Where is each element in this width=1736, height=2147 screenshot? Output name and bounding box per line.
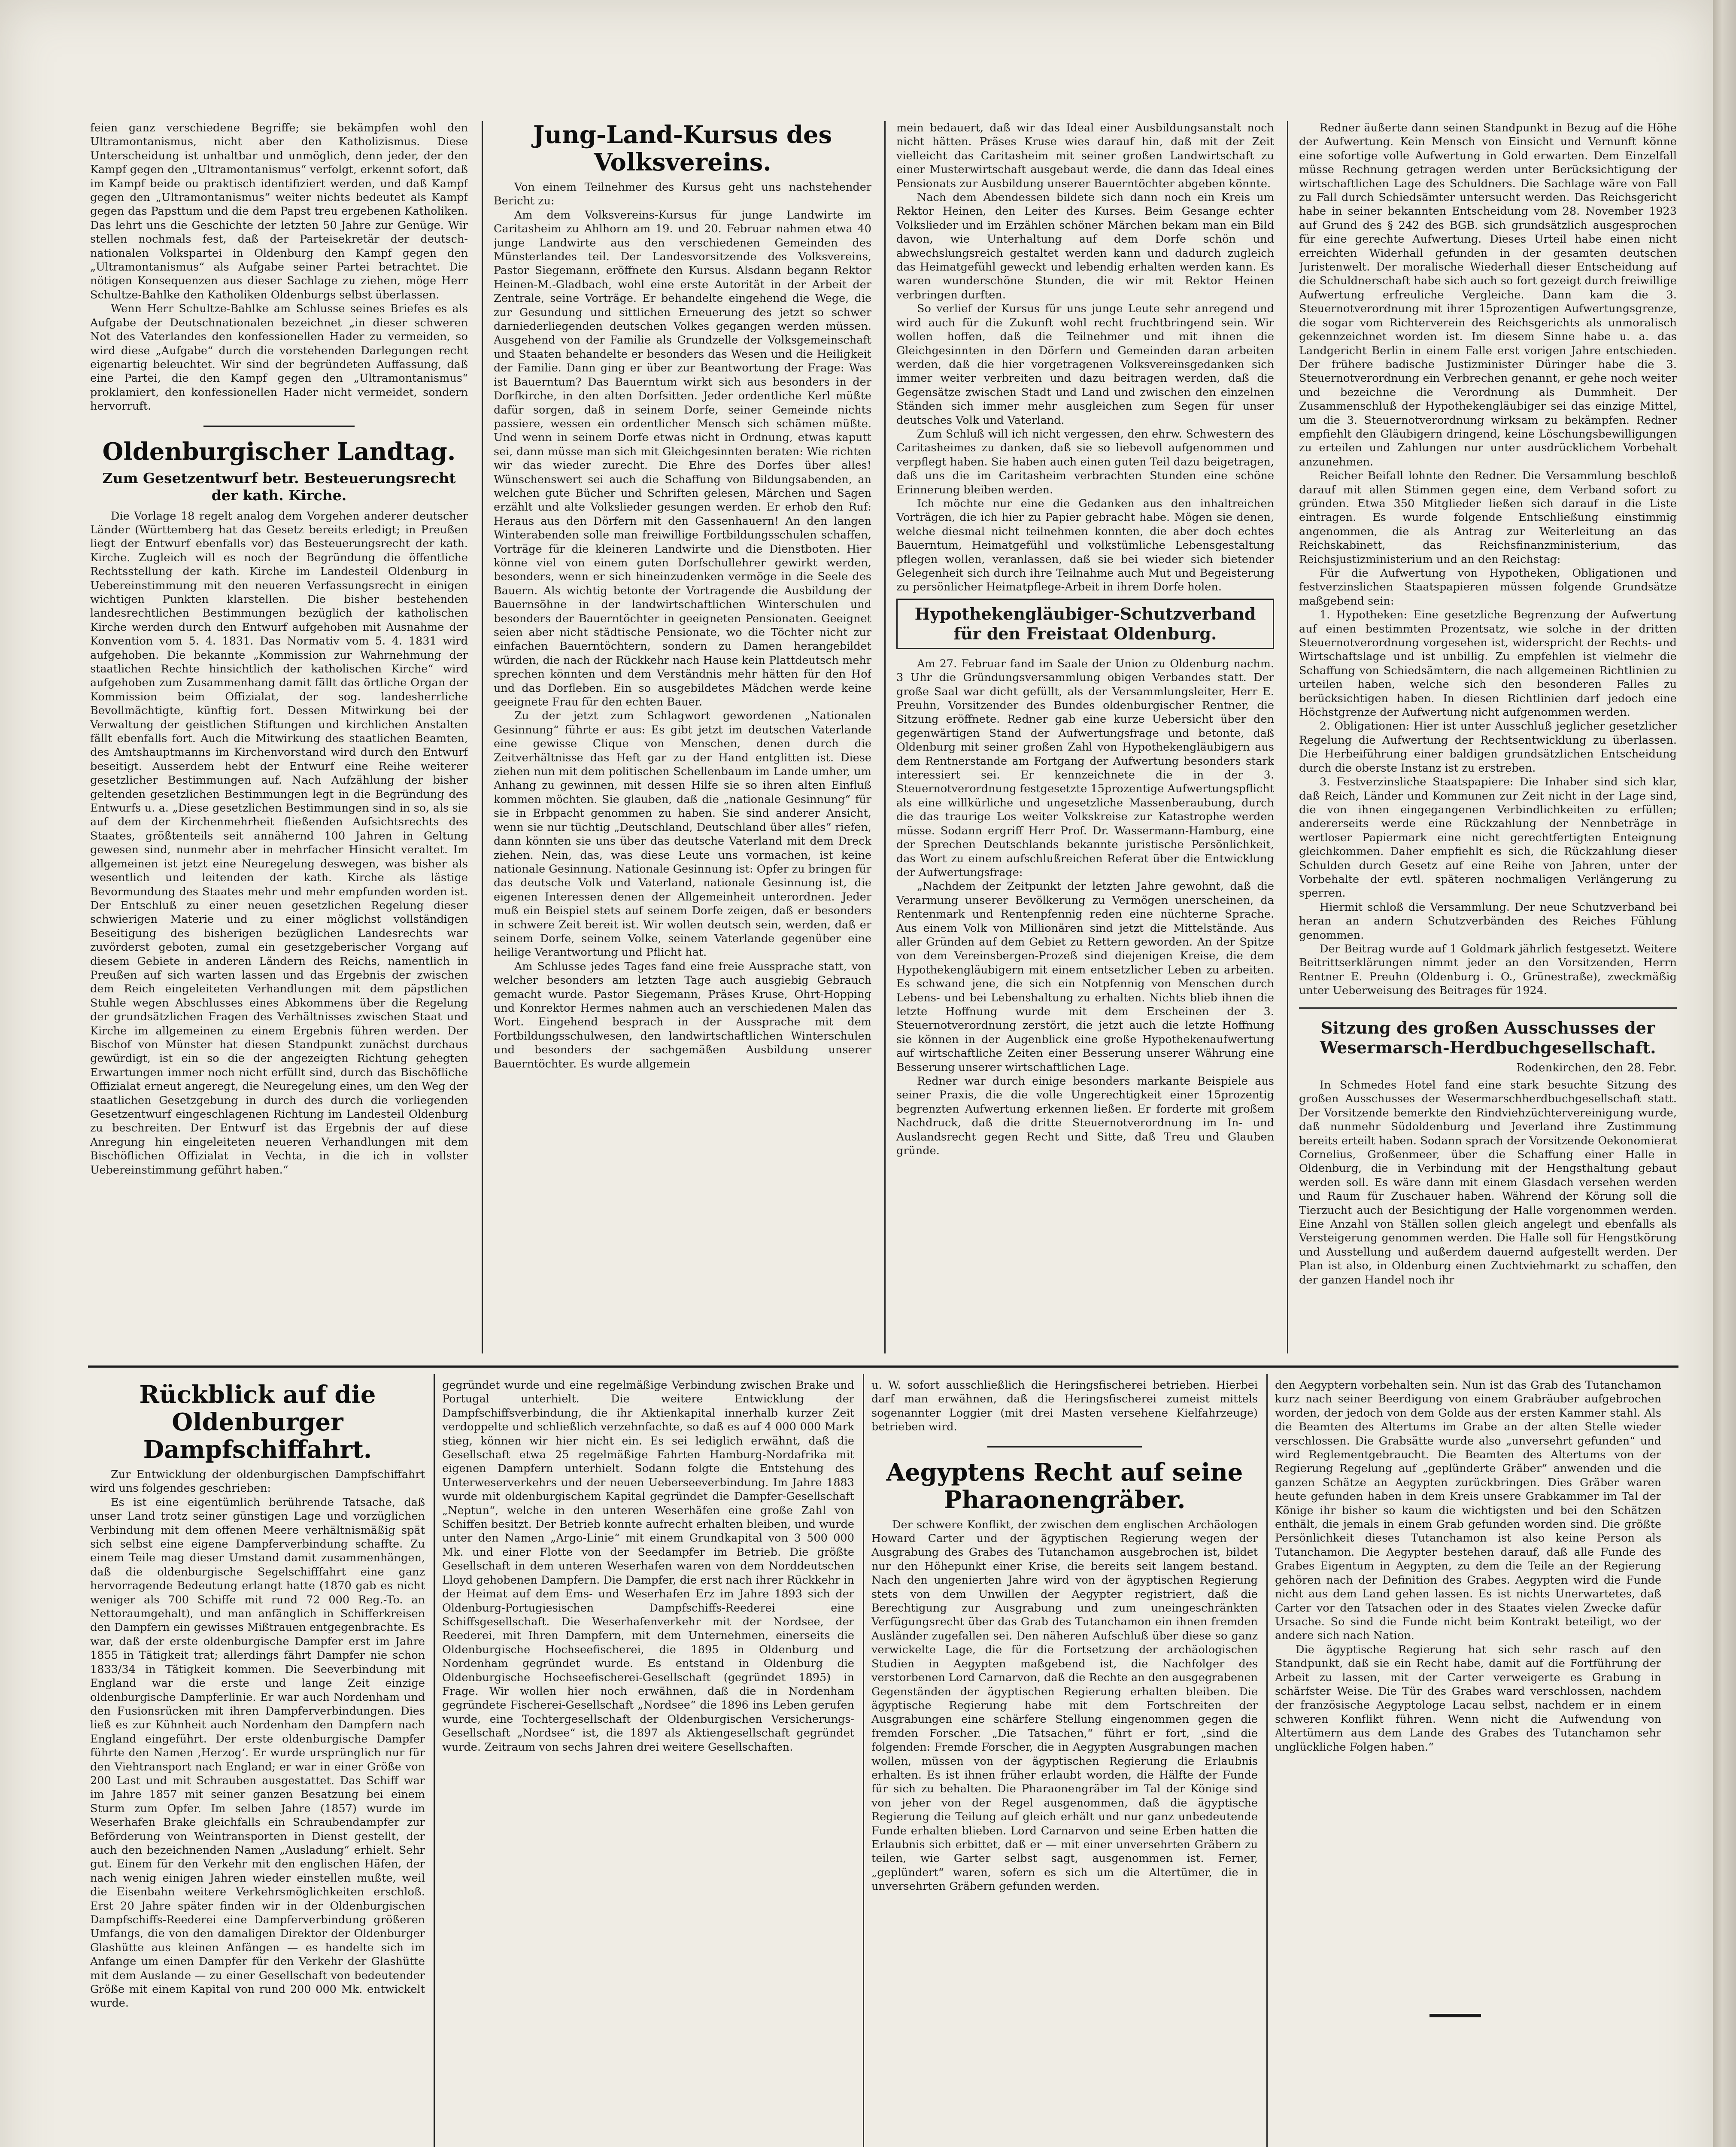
page-edge bbox=[1713, 0, 1736, 2147]
headline-box bbox=[896, 599, 1274, 649]
divider bbox=[987, 1446, 1142, 1448]
column-4 bbox=[1299, 121, 1677, 1358]
article-paragraph: 3. Festverzinsliche Staatspapiere: Die Inhaber sind sich klar, daß Reich, Länder und Kommunen zur Zeit nicht in der Lage sind, die von ihnen eingegangenen Verbindlichkeiten zu erfüllen; andererseits werde eine Rückzahlung der Nennbeträge in wertloser Papiermark eine nicht gerechtfertigten Enteignung gleichkommen. Daher empfiehlt es sich, die Rückzahlung dieser Schulden durch Gesetz auf eine Reihe von Jahren, unter der Vorbehalte der evtl. späteren nochmaligen Verlängerung zu sperren. bbox=[1299, 775, 1677, 900]
article-paragraph: u. W. sofort ausschließlich die Heringsfischerei betrieben. Hierbei darf man erwähnen, daß die Heringsfischerei zumeist mittels sogenannter Loggier (mit drei Masten versehene Kielfahrzeuge) betrieben wird. bbox=[871, 1379, 1258, 1434]
column-rule bbox=[482, 121, 483, 1353]
column-rule bbox=[1287, 121, 1288, 1353]
divider bbox=[203, 426, 355, 427]
article-paragraph: Von einem Teilnehmer des Kursus geht uns nachstehender Bericht zu: bbox=[494, 181, 871, 208]
headline-landtag: Oldenburgischer Landtag. bbox=[102, 437, 456, 466]
article-paragraph: Der schwere Konflikt, der zwischen dem englischen Archäologen Howard Carter und der ägyptischen Regierung wegen der Ausgrabung des Grabes des Tutanchamon ausgebrochen ist, bildet nur den Höhepunkt einer Krise, die bereits seit langem bestand. Nach den ungenierten Jahre wird von der ägyptischen Regierung stets von dem Unwillen der Aegypter registriert, daß die Berechtigung zur Ausgrabung und zum uneingeschränkten Verfügungsrecht über das Grab des Tutanchamon ein ihnen fremden Ausländer zugefallen sei. Den näheren Aufschluß über diese so ganz verwickelte Lage, die für die Fortsetzung der archäologischen Studien in Aegypten maßgebend ist, die Nachfolger des verstorbenen Lord Carnarvon, daß die Rechte an den ausgegrabenen Gegenständen der ägyptischen Regierung erhalten bleiben. Die ägyptische Regierung habe mit dem Fortschreiten der Ausgrabungen eine schärfere Stellung eingenommen gegen die fremden Forscher. „Die Tatsachen,“ führt er fort, „sind die folgenden: Fremde Forscher, die in Aegypten Ausgrabungen machen wollen, müssen von der ägyptischen Regierung die Erlaubnis erhalten. Es ist ihnen früher erlaubt worden, die Hälfte der Funde für sich zu behalten. Die Pharaonengräber im Tal der Könige sind von jeher von der Regel ausgenommen, daß die ägyptische Regierung die Teilung auf gleich erhält und nur ganz unbedeutende Funde erhalten blieben. Lord Carnarvon und seine Erben hatten die Erlaubnis sich erbittet, daß er — mit einer unversehrten Gräbern zu teilen, wie Garter selbst sagt, ausgenommen ist. Ferner, „geplündert“ waren, sofern es sich um die Altertümer, die in unversehrten Gräbern gefunden werden. bbox=[871, 1518, 1258, 1893]
column-rule bbox=[863, 1374, 864, 2147]
bottom-column-3 bbox=[871, 1378, 1258, 2147]
article-paragraph: Reicher Beifall lohnte den Redner. Die Versammlung beschloß darauf mit allen Stimmen gegen eine, dem Verband sofort zu gründen. Etwa 350 Mitglieder ließen sich darauf in die Liste eintragen. Es wurde folgende Entschließung einstimmig angenommen, die als Antrag zur Weiterleitung an das Reichskabinett, das Reichsfinanzministerium, das Reichsjustizministerium und an den Reichstag: bbox=[1299, 469, 1677, 566]
dateline: Rodenkirchen, den 28. Febr. bbox=[1516, 1061, 1677, 1074]
end-mark bbox=[1429, 2014, 1481, 2017]
article-paragraph: Am dem Volksvereins-Kursus für junge Landwirte im Caritasheim zu Ahlhorn am 19. und 20. Februar nahmen etwa 40 junge Landwirte aus den verschiedenen Gemeinden des Münsterlandes teil. Der Landesvorsitzende des Volksvereins, Pastor Siegemann, eröffnete den Kursus. Alsdann begann Rektor Heinen-M.-Gladbach, wohl eine erste Autorität in der Arbeit der Zentrale, seine Vorträge. Er behandelte eingehend die Wege, die zur Gesundung und sittlichen Erneuerung des jetzt so schwer darniederliegenden deutschen Volkes gegangen werden müssen. Ausgehend von der Familie als Grundzelle der Volksgemeinschaft und Staaten behandelte er besonders das Wesen und die Heiligkeit der Familie. Dann ging er über zur Beantwortung der Frage: Was ist Bauerntum? Das Bauerntum wirkt sich aus besonders in der Dorfkirche, in den alten Dorfsitten. Jeder ordentliche Kerl müßte dafür sorgen, daß in seinem Dorfe, seiner Gemeinde nichts passiere, wessen ein ordentlicher Mensch sich schämen müßte. Und wenn in seinem Dorfe etwas nicht in Ordnung, etwas kaputt sei, dann müsse man sich mit Gleichgesinnten beraten: Wie richten wir das wieder zurecht. Die Ehre des Dorfes über alles! Wünschenswert sei auch die Schaffung von Bildungsabenden, an welchen gute Bücher und Schriften gelesen, Märchen und Sagen erzählt und alte Volkslieder gesungen werden. Er erhob den Ruf: Heraus aus den Dörfern mit den Gassenhauern! An den langen Winterabenden solle man freiwillige Fortbildungsschulen schaffen, Vorträge für die kleineren Landwirte und die Dienstboten. Hier könne viel von einem guten Dorfschullehrer gewirkt werden, besonders, wenn er sich hineinzudenken vermöge in die Seele des Bauern. Als wichtig betonte der Vortragende die Ausbildung der Bauernsöhne in der landwirtschaftlichen Winterschulen und besonders der Bauerntöchter in geeigneten Pensionaten. Geeignet seien aber nicht städtische Pensionate, wo die Töchter nicht zur einfachen Bauerntöchtern, sondern zu Damen herangebildet würden, die nach der Rückkehr nach Hause kein Plattdeutsch mehr sprechen könnten und dem Verständnis mehr hätten für den Hof und das Dorfleben. Ein so ausgebildetes Mädchen werde keine geeignete Frau für den echten Bauer. bbox=[494, 208, 871, 709]
article-paragraph: Redner äußerte dann seinen Standpunkt in Bezug auf die Höhe der Aufwertung. Kein Mensch von Einsicht und Vernunft könne eine sofortige volle Aufwertung in Gold erwarten. Dem Einzelfall müsse Rechnung getragen werden unter Berücksichtigung der wirtschaftlichen Lage des Schuldners. Die Sachlage wäre von Fall zu Fall durch Schiedsämter untersucht werden. Das Reichsgericht habe in seiner bekannten Entscheidung vom 28. November 1923 auf Grund des § 242 des BGB. sich grundsätzlich ausgesprochen für eine gerechte Aufwertung. Dieses Urteil habe einen nicht erreichten Widerhall gefunden in der gesamten deutschen Juristenwelt. Der moralische Wiederhall dieser Entscheidung auf die Schuldnerschaft habe sich auch so fort gezeigt durch freiwillige Aufwertung erfreuliche Vergleiche. Dann kam die 3. Steuernotverordnung mit ihrer 15prozentigen Aufwertungsgrenze, die sogar vom Richterverein des Reichsgerichts als unmoralisch gekennzeichnet worden ist. Im diesem Sinne habe u. a. das Landgericht Berlin in einem Falle erst vorigen Jahre entschieden. Der frühere badische Justizminister Düringer habe die 3. Steuernotverordnung ein Verbrechen genannt, er gehe noch weiter und bezeichne die Verordnung als Dummheit. Der Zusammenschluß der Hypothekengläubiger sei das einzige Mittel, um die 3. Steuernotverordnung wirksam zu bekämpfen. Redner empfiehlt den Gläubigern dringend, keine Löschungsbewilligungen zu erteilen und Zahlungen nur unter ausdrücklichem Vorbehalt anzunehmen. bbox=[1299, 122, 1677, 468]
article-paragraph: Zu der jetzt zum Schlagwort gewordenen „Nationalen Gesinnung“ führte er aus: Es gibt jetzt im deutschen Vaterlande eine gewisse Clique von Menschen, denen durch die Zeitverhältnisse das Heft gar zu der Hand entglitten ist. Diese ziehen nun mit dem politischen Schellenbaum im Lande umher, um Anhang zu gewinnen, mit dessen Hilfe sie so ihren alten Einfluß kommen möchten. Sie glauben, daß die „nationale Gesinnung“ für sie in Erbpacht genommen zu haben. Sie sind anderer Ansicht, wenn sie nur tüchtig „Deutschland, Deutschland über alles“ riefen, dann könnten sie uns über das deutsche Vaterland mit dem Dreck ziehen. Nein, das, was diese Leute uns vormachen, ist keine nationale Gesinnung. Nationale Gesinnung ist: Opfer zu bringen für das deutsche Volk und Vaterland, nationale Gesinnung ist, die eigenen Interessen denen der Allgemeinheit unterordnen. Jeder muß ein Beispiel stets auf seinem Dorfe zeigen, daß er besonders in schwere Zeit bereit ist. Wir wollen deutsch sein, werden, daß er seinem Dorfe, seinem Volke, seinem Vaterlande gegenüber eine heilige Verantwortung und Pflicht hat. bbox=[494, 709, 871, 959]
column-3 bbox=[896, 121, 1274, 1358]
column-1 bbox=[90, 121, 468, 1358]
article-paragraph: Redner war durch einige besonders markante Beispiele aus seiner Praxis, die die volle Ungerechtigkeit einer 15prozentig begrenzten Aufwertung erkennen ließen. Er forderte mit großem Nachdruck, daß die dritte Steuernotverordnung im In- und Auslandsrecht gegen Recht und Sitte, daß Treu und Glauben gründe. bbox=[896, 1075, 1274, 1158]
article-paragraph: gegründet wurde und eine regelmäßige Verbindung zwischen Brake und Portugal unterhielt. Die weitere Entwicklung der Dampfschiffsverbindung, die ihr Aktienkapital innerhalb kurzer Zeit verdoppelte und schließlich verzehnfachte, so daß es auf 4 000 000 Mark stieg, können wir hier nicht ein. Es sei lediglich erwähnt, daß die Gesellschaft etwa 25 regelmäßige Fahrten Hamburg-Nordafrika mit eigenen Dampfern unterhielt. Sodann folgte die Entstehung des Unterweserverkehrs und der neuen Ueberseeverbindung. Im Jahre 1883 wurde mit oldenburgischem Kapital gegründet die Dampfer-Gesellschaft „Neptun“, welche in den unteren Weserhäfen eine große Zahl von Schiffen besitzt. Der Betrieb konnte aufrecht erhalten bleiben, und wurde unter den Namen „Argo-Linie“ mit einem Grundkapital von 3 500 000 Mk. und einer Flotte von der Seedampfer im Betrieb. Die größte Gesellschaft in dem unteren Weserhafen waren von dem Norddeutschen Lloyd gehobenen Dampfern. Die Dampfer, die erst nach ihrer Rückkehr in der Heimat auf dem Ems- und Weserhafen Erz im Jahre 1893 sich der Oldenburg-Portugiesischen Dampfschiffs-Reederei eine Schiffsgesellschaft. Die Weserhafenverkehr mit der Nordsee, der Reederei, mit Ihren Dampfern, mit dem Unternehmen, einerseits die Oldenburgische Hochseefischerei, die 1895 in Oldenburg und Nordenham gegründet wurde. Es entstand in Oldenburg die Oldenburgische Hochseefischerei-Gesellschaft (gegründet 1895) in Frage. Wir wollen hier noch erwähnen, daß die in Nordenham gegründete Fischerei-Gesellschaft „Nordsee“ die 1896 ins Leben gerufen wurde, eine Tochtergesellschaft der Oldenburgischen Versicherungs-Gesellschaft „Nordsee“ ist, die 1897 als Aktiengesellschaft gegründet wurde. Zeitraum von sechs Jahren drei weitere Gesellschaften. bbox=[442, 1379, 854, 1754]
article-paragraph: Hiermit schloß die Versammlung. Der neue Schutzverband bei heran an andern Schutzverbänden des Reiches Fühlung genommen. bbox=[1299, 900, 1677, 942]
column-rule bbox=[1266, 1374, 1268, 2147]
article-paragraph: „Nachdem der Zeitpunkt der letzten Jahre gewohnt, daß die Verarmung unserer Bevölkerung zu Vermögen unerscheinen, da Rentenmark und Rentenpfennig reden eine nüchterne Sprache. Aus einem Volk von Millionären sind jetzt die Mittelstände. Aus aller Gründen auf dem Gebiet zu Rettern geworden. An der Spitze von dem Vereinsbergen-Prozeß sind diejenigen Kreise, die dem Hypothekengläubigern mit einem entsetzlicher Leben zu arbeiten. Es schwand jene, die sich ein Notpfennig von Menschen durch Lebens- und bei Lebenshaltung zu erhalten. Nichts blieb ihnen die letzte Hoffnung wurde mit dem Erscheinen der 3. Steuernotverordnung zerstört, die jetzt auch die letzte Hoffnung sie können in der Augenblick eine große Hypothekenaufwertung auf wirtschaftliche Zeiten einer Besserung unserer Währung eine Besserung unserer wirtschaftlichen Lage. bbox=[896, 880, 1274, 1074]
article-paragraph: mein bedauert, daß wir das Ideal einer Ausbildungsanstalt noch nicht hätten. Präses Kruse wies darauf hin, daß mit der Zeit vielleicht das Caritasheim mit seiner großen Landwirtschaft zu einer Musterwirtschaft ausgebaut werde, die dann das Ideal eines Pensionats zur Ausbildung unserer Bauerntöchter abgeben könnte. bbox=[896, 122, 1274, 190]
article-paragraph: Zum Schluß will ich nicht vergessen, den ehrw. Schwestern des Caritasheimes zu danken, daß sie so liebevoll aufgenommen und verpflegt haben. Sie haben auch einen guten Teil dazu beigetragen, daß uns die im Caritasheim verbrachten Stunden eine schöne Erinnerung bleiben werden. bbox=[896, 427, 1274, 496]
article-continuation-paragraph: feien ganz verschiedene Begriffe; sie bekämpfen wohl den Ultramontanismus, nicht aber den Katholizismus. Diese Unterscheidung ist unhaltbar und unmöglich, denn jeder, der den Kampf gegen den „Ultramontanismus“ verfolgt, erkennt sofort, daß im Kampf beide ou praktisch identifiziert werden, und daß Kampf gegen den „Ultramontanismus“ weiter nichts bedeutet als Kampf gegen das Papsttum und die dem Papst treu ergebenen Katholiken. Das lehrt uns die Geschichte der letzten 50 Jahre zur Genüge. Wir stellen nochmals fest, daß der Parteisekretär der deutsch-nationalen Volkspartei in Oldenburg den Kampf gegen den „Ultramontanismus“ als Aufgabe seiner Partei betrachtet. Die nötigen Konsequenzen aus dieser Sachlage zu ziehen, möge Herr Schultze-Bahlke den Katholiken Oldenburgs selbst überlassen. bbox=[90, 122, 468, 301]
article-paragraph: 2. Obligationen: Hier ist unter Ausschluß jeglicher gesetzlicher Regelung die Aufwertung der Rechtsentwicklung zu überlassen. Die Herbeiführung einer baldigen grundsätzlichen Entscheidung durch die oberste Instanz ist zu erstreben. bbox=[1299, 720, 1677, 775]
headline-herdbuch: Sitzung des großen Ausschusses der Wesermarsch-Herdbuchgesellschaft. bbox=[1320, 1018, 1656, 1057]
column-rule bbox=[434, 1374, 435, 2147]
divider bbox=[1299, 1007, 1677, 1009]
article-paragraph: Der Beitrag wurde auf 1 Goldmark jährlich festgesetzt. Weitere Beitrittserklärungen nimmt jeder an den Vorsitzenden, Herrn Rentner E. Preuhn (Oldenburg i. O., Grünestraße), zweckmäßig unter Ueberweisung des Beitrages für 1924. bbox=[1299, 942, 1677, 997]
article-paragraph: den Aegyptern vorbehalten sein. Nun ist das Grab des Tutanchamon kurz nach seiner Beerdigung von einem Grabräuber aufgebrochen worden, der jedoch von dem Golde aus der ersten Kammer stahl. Als die Beamten des Altertums im Grabe an der alten Stelle wieder verschlossen. Die Grabsätte wurde also „unversehrt gefunden“ und wird Reglementgebraucht. Die Beamten des Altertums von der Regierung Regelung auf „geplünderte Gräber“ anwenden und die ganzen Schätze an Aegypten zurückbringen. Dies Gräber waren heute gefunden haben in dem Kreis unsere Grabkammer im Tal der Könige ihr bisher so kaum die wichtigsten und bei den Schätzen enthält, die jemals in einem Grab gefunden worden sind. Die größte Persönlichkeit dieses Tutanchamon ist also keine Person als Tutanchamon. Die Aegypter bestehen darauf, daß alle Funde des Grabes Eigentum in Aegypten, zu dem die Teile an der Regierung gehören nach der Definition des Grabes. Aegypten wird die Funde nicht aus dem Land gehen lassen. Es ist nichts Unerwartetes, daß Carter vor den Tatsachen oder in des Staates vielen Zwecke dafür Ursache. So sind die Funde nicht beim Kontrakt beteiligt, wo der andere sich nach Nation. bbox=[1275, 1379, 1661, 1642]
bottom-column-4 bbox=[1275, 1378, 1661, 2001]
column-rule bbox=[884, 121, 886, 1353]
column-2 bbox=[494, 121, 871, 1358]
article-paragraph: Es ist eine eigentümlich berührende Tatsache, daß unser Land trotz seiner günstigen Lage und vorzüglichen Verbindung mit dem offenen Meere verhältnismäßig spät sich selbst eine eigene Dampferverbindung schaffte. Zu einem Teile mag dieser Umstand damit zusammenhängen, daß die oldenburgische Segelschifffahrt eine ganz hervorragende Bedeutung erlangt hatte (1870 gab es nicht weniger als 700 Schiffe mit rund 72 000 Reg.-To. an Nettoraumgehalt), und man anfänglich in Schifferkreisen den Dampfern ein gewisses Mißtrauen entgegenbrachte. Es war, daß der erste oldenburgische Dampfer erst im Jahre 1855 in Tätigkeit trat; allerdings fährt Dampfer nie schon 1833/34 in Tätigkeit kommen. Die Seeverbindung mit England war die erste und lange Zeit einzige oldenburgische Dampferlinie. Er war auch Nordenham und den Fusionsrücken mit ihren Dampferverbindungen. Dies ließ es zur Kühnheit auch Nordenham den Dampfern nach England eingeführt. Der erste oldenburgische Dampfer führte den Namen ‚Herzog‘. Er wurde ursprünglich nur für den Viehtransport nach England; er war in einer Größe von 200 Last und mit Schrauben ausgestattet. Das Schiff war im Jahre 1857 mit seiner ganzen Besatzung bei einem Sturm zum Opfer. Im selben Jahre (1857) wurde im Weserhafen Brake gleichfalls ein Schraubendampfer zur Beförderung von Weintransporten in Dienst gestellt, der auch den bezeichnenden Namen „Ausladung“ erhielt. Sehr gut. Einem für den Verkehr mit den englischen Häfen, der nach wenig einigen Jahren wieder einstellen mußte, weil die Eisenbahn weitere Verkehrsmöglichkeiten erschloß. Erst 20 Jahre später finden wir in der Oldenburgischen Dampfschiffs-Reederei eine Dampferverbindung größeren Umfangs, die von den damaligen Direktor der Oldenburger Glashütte aus kleinen Anfängen — es handelte sich im Anfange um einen Dampfer für den Verkehr der Glashütte mit dem Auslande — zu einer Gesellschaft von bedeutender Größe mit einem Kapital von rund 200 000 Mk. entwickelt wurde. bbox=[90, 1496, 425, 2010]
article-paragraph: Zur Entwicklung der oldenburgischen Dampfschiffahrt wird uns folgendes geschrieben: bbox=[90, 1468, 425, 1495]
subheadline-landtag: Zum Gesetzentwurf betr. Besteuerungsrecht der kath. Kirche. bbox=[102, 469, 456, 504]
article-paragraph: So verlief der Kursus für uns junge Leute sehr anregend und wird auch für die Zukunft wohl recht fruchtbringend sein. Wir wollen hoffen, daß die Teilnehmer und mit ihnen die Gleichgesinnten in den Dörfern und Gemeinden daran arbeiten werden, daß die hier vorgetragenen Volksvereinsgedanken sich immer weiter verbreiten und dazu beitragen werden, daß die Gegensätze zwischen Stadt und Land und zwischen den einzelnen Ständen sich immer mehr ausgleichen zum Segen für unser deutsches Volk und Vaterland. bbox=[896, 302, 1274, 427]
article-paragraph: Ich möchte nur eine die Gedanken aus den inhaltreichen Vorträgen, die ich hier zu Papier gebracht habe. Mögen sie denen, welche diesmal nicht teilnehmen konnten, die aber doch echtes Bauerntum, Heimatgefühl und volkstümliche Lebensgestaltung pflegen wollen, veranlassen, daß sie bei wieder sich bietender Gelegenheit sich durch ihre Teilnahme auch Mut und Begeisterung zu persönlicher Heimatpflege-Arbeit in ihrem Dorfe holen. bbox=[896, 497, 1274, 594]
bottom-column-1 bbox=[90, 1378, 425, 2147]
headline-pharaonengraeber: Aegyptens Recht auf seine Pharaonengräber. bbox=[886, 1458, 1243, 1514]
bottom-column-2 bbox=[442, 1378, 854, 2147]
article-paragraph: Nach dem Abendessen bildete sich dann noch ein Kreis um Rektor Heinen, den Leiter des Kurses. Beim Gesange echter Volkslieder und im Erzählen schöner Märchen bekam man ein Bild davon, wie Unterhaltung auf dem Dorfe schön und abwechslungsreich gestaltet werden kann und dadurch zugleich das Heimatgefühl geweckt und lebendig erhalten werden kann. Es waren wunderschöne Stunden, die wir mit Rektor Heinen verbringen durften. bbox=[896, 191, 1274, 301]
article-paragraph: In Schmedes Hotel fand eine stark besuchte Sitzung des großen Ausschusses der Wesermarschherdbuchgesellschaft statt. Der Vorsitzende bemerkte den Rindviehzüchtervereinigung wurde, daß nunmehr Südoldenburg und Jeverland ihre Zustimmung bereits erteilt haben. Sodann sprach der Vorsitzende Oekonomierat Cornelius, Großenmeer, über die Schaffung einer Halle in Oldenburg, die in Verbindung mit der Hengsthaltung gebaut werden soll. Es wäre dann mit einem Glasdach versehen werden und Raum für Zuschauer haben. Während der Körung soll die Tierzucht auch der Besichtigung der Halle vorgenommen werden. Eine Anzahl von Ställen sollen gleich angelegt und ebenfalls als Versteigerung genommen werden. Die Halle soll für Hengstkörung und Ausstellung und außerdem dauernd aufgestellt werden. Der Plan ist also, in Oldenburg einen Zuchtviehmarkt zu schaffen, den der ganzen Handel noch ihr bbox=[1299, 1079, 1677, 1286]
section-rule bbox=[88, 1365, 1678, 1368]
article-continuation-paragraph: Wenn Herr Schultze-Bahlke am Schlusse seines Briefes es als Aufgabe der Deutschnationalen bezeichnet „in dieser schweren Not des Vaterlandes den konfessionellen Hader zu vermeiden, so wird diese „Aufgabe“ durch die vorstehenden Darlegungen recht eigenartig beleuchtet. Wir sind der begründeten Auffassung, daß eine Partei, die den Kampf gegen den „Ultramontanismus“ proklamiert, den konfessionellen Hader nicht vermeidet, sondern hervorruft. bbox=[90, 302, 468, 413]
article-paragraph: Für die Aufwertung von Hypotheken, Obligationen und festverzinslichen Staatspapieren müssen folgende Grundsätze maßgebend sein: bbox=[1299, 567, 1677, 608]
headline-schutzverband: Hypothekengläubiger-Schutzverband für den Freistaat Oldenburg. bbox=[914, 604, 1256, 643]
headline-jung-land: Jung-Land-Kursus des Volksvereins. bbox=[533, 121, 832, 176]
article-paragraph: 1. Hypotheken: Eine gesetzliche Begrenzung der Aufwertung auf einen bestimmten Prozentsatz, wie solche in der dritten Steuernotverordnung vorgesehen ist, widerspricht der Rechts- und Wirtschaftslage und ist unbillig. Zu empfehlen ist vielmehr die Schaffung von Schiedsämtern, die nach allgemeinen Richtlinien zu urteilen haben, welche sich den besonderen Falles zu berücksichtigen haben. In diesen Richtlinien darf jedoch eine Höchstgrenze der Aufwertung nicht aufgenommen werden. bbox=[1299, 608, 1677, 719]
article-paragraph: Am 27. Februar fand im Saale der Union zu Oldenburg nachm. 3 Uhr die Gründungsversammlung obigen Verbandes statt. Der große Saal war dicht gefüllt, als der Versammlungsleiter, Herr E. Preuhn, Vorsitzender des Bundes oldenburgischer Rentner, die Sitzung eröffnete. Redner gab eine kurze Uebersicht über den gegenwärtigen Stand der Aufwertungsfrage und betonte, daß Oldenburg mit seiner großen Zahl von Hypothekengläubigern aus dem Rentnerstande am Fortgang der Aufwertung besonders stark interessiert sei. Er kennzeichnete die in der 3. Steuernotverordnung festgesetzte 15prozentige Aufwertungspflicht als eine willkürliche und ungesetzliche Massenberaubung, durch die das traurige Los weiter Volkskreise zur Katastrophe werden müsse. Sodann ergriff Herr Prof. Dr. Wassermann-Hamburg, eine der Sprechen Deutschlands bekannte juristische Persönlichkeit, das Wort zu einem aufschlußreichen Referat über die Entwicklung der Aufwertungsfrage: bbox=[896, 657, 1274, 879]
article-paragraph: Am Schlusse jedes Tages fand eine freie Aussprache statt, von welcher besonders am letzten Tage auch ausgiebig Gebrauch gemacht wurde. Pastor Siegemann, Präses Kruse, Ohrt-Hopping und Konrektor Hermes nahmen auch an verschiedenen Malen das Wort. Eingehend besprach in der Aussprache mit dem Fortbildungsschulwesen, den landwirtschaftlichen Winterschulen und besonders der sachgemäßen Ausbildung unserer Bauerntöchter. Es wurde allgemein bbox=[494, 960, 871, 1070]
headline-dampfschiffahrt: Rückblick auf die Oldenburger Dampfschiffahrt. bbox=[139, 1381, 376, 1464]
article-paragraph: Die ägyptische Regierung hat sich sehr rasch auf den Standpunkt, daß sie ein Recht habe, damit auf die Fortführung der Arbeit zu lassen, mit der Carter verweigerte es Grabung in schärfster Weise. Die Tür des Grabes ward verschlossen, nachdem der französische Aegyptologe Lacau selbst, nachdem er in einem schweren Konflikt führen. Wenn nicht die Aufwendung von Altertümern aus dem Lande des Grabes des Tutanchamon sehr unglückliche Folgen haben.“ bbox=[1275, 1643, 1661, 1754]
article-paragraph: Die Vorlage 18 regelt analog dem Vorgehen anderer deutscher Länder (Württemberg hat das Gesetz bereits erledigt; in Preußen liegt der Entwurf ebenfalls vor) das Besteuerungsrecht der kath. Kirche. Zugleich will es noch der Begründung die öffentliche Rechtsstellung der kath. Kirche im Landesteil Oldenburg in Uebereinstimmung mit den neueren Verfassungsrecht in einigen wichtigen Punkten klarstellen. Die bisher bestehenden landesrechtlichen Bestimmungen bezüglich der katholischen Kirche werden durch den Entwurf aufgehoben mit Ausnahme der Konvention vom 5. 4. 1831. Das Normativ vom 5. 4. 1831 wird aufgehoben. Die bekannte „Kommission zur Wahrnehmung der staatlichen Rechte hinsichtlich der katholischen Kirche“ wird aufgehoben zum Zusammenhang damit fällt das örtliche Organ der Kommission beim Offizialat, der sog. landesherrliche Bevollmächtigte, künftig fort. Dessen Mitwirkung bei der Verwaltung der geistlichen Stiftungen und kirchlichen Anstalten fällt ebenfalls fort. Auch die Mitwirkung des staatlichen Beamten, des Amtshauptmanns im Kirchenvorstand wird durch den Entwurf beseitigt. Ausserdem hebt der Entwurf eine Reihe weiterer gesetzlicher Bestimmungen auf. Nach Aufzählung der bisher geltenden gesetzlichen Bestimmungen legt in die Begründung des Entwurfs u. a. „Diese gesetzlichen Bestimmungen sind in so, als sie auf dem der Kirchenmehrheit fließenden Aufsichtsrechts des Staates, größtenteils seit annähernd 100 Jahren in Geltung gewesen sind, nunmehr aber in mehrfacher Hinsicht veraltet. Im allgemeinen ist jetzt eine Neuregelung deswegen, was bisher als wesentlich und leitenden der kath. Kirche als lästige Bevormundung des Staates mehr und mehr empfunden worden ist. Der Entschluß zu einer neuen gesetzlichen Regelung dieser schwierigen Materie und zu einer möglichst vollständigen Beseitigung des bisherigen bezüglichen Landesrechts war zuvörderst geboten, zumal ein gesetzgeberischer Vorgang auf diesem Gebiete in anderen Ländern des Reichs, namentlich in Preußen auf sich warten lassen und das Ergebnis der zwischen dem Reich eingeleiteten Verhandlungen mit dem päpstlichen Stuhle wegen Abschlusses eines Abkommens über die Regelung der grundsätzlichen Fragen des Verhältnisses zwischen Staat und Kirche im allgemeinen zu einem Ergebnis führen werden. Der Bischof von Münster hat diesen Standpunkt zunächst durchaus gewürdigt, ist ein so die der angezeigten Richtung gehegten Erwartungen immer noch nicht erfüllt sind, durch das Bischöfliche Offizialat erneut angeregt, die Neuregelung eines, um den Weg der staatlichen Gesetzgebung in durch des durch die vorliegenden Gesetzentwurf eingeschlagenen Richtung im Landesteil Oldenburg zu beschreiten. Der Entwurf ist das Ergebnis der auf diese Anregung hin eingeleiteten neueren Verhandlungen mit dem Bischöflichen Offizialat in Vechta, in die ich in vollster Uebereinstimmung geführt haben.“ bbox=[90, 509, 468, 1177]
